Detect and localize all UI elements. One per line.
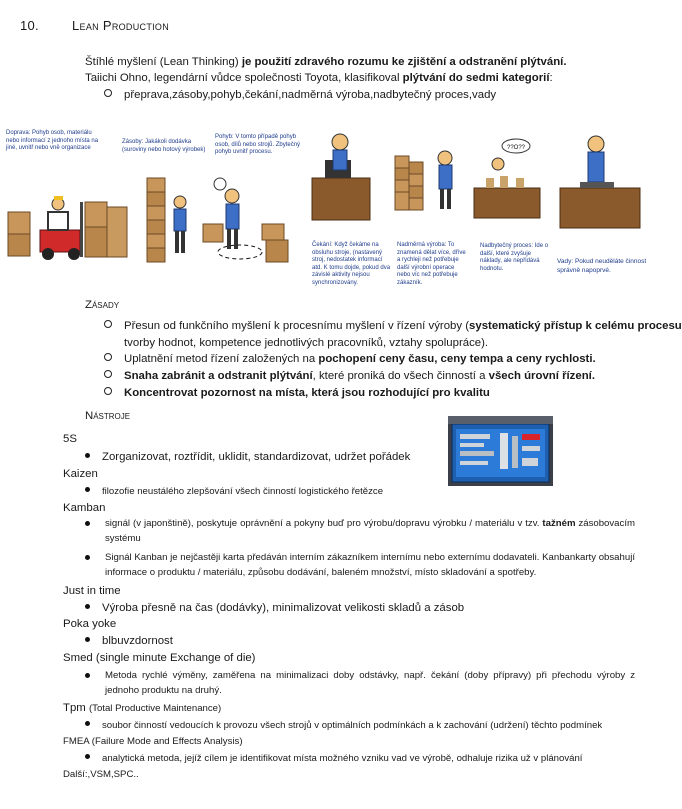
extra-process-icon (474, 139, 540, 218)
bullet-dot-icon (85, 521, 90, 526)
circle-bullet-icon (104, 370, 112, 378)
bullet-dot-icon (85, 754, 90, 759)
caption-nadmerna: Nadměrná výroba: To znamená dělat více, dříve a rychleji než potřebuje další výrobní operace nebo víc než potřebuje zákazník. (397, 242, 466, 286)
tool-poka-title: Poka yoke (63, 618, 117, 630)
walking-man-icon (203, 178, 288, 262)
caption-zasoby: Zásoby: Jakákoli dodávka (suroviny nebo hotový výrobek) (122, 139, 206, 153)
circle-bullet-icon (104, 387, 112, 395)
zasady-item-1-cont: tvorby hodnot, kompetence jednotlivých pracovníků, vztahy spolupráce). (124, 337, 489, 349)
section-number: 10. (20, 18, 39, 33)
zasady-item-3: Snaha zabránit a odstranit plýtvání, které proniká do všech činností a všech úrovní řízení. (104, 370, 595, 382)
zasady-item-1: Přesun od funkčního myšlení k procesnímu myšlení v řízení výroby (systematický přístup k celému procesu (104, 320, 682, 332)
bullet-dot-icon (85, 637, 90, 642)
circle-bullet-icon (104, 320, 112, 328)
section-heading (20, 18, 169, 33)
tool-drawer-icon (448, 416, 553, 486)
overproduction-icon (395, 151, 452, 210)
zasady-item-2: Uplatnění metod řízení založených na pochopení ceny času, ceny tempa a ceny rychlosti. (104, 353, 596, 365)
bullet-dot-icon (85, 721, 90, 726)
waiting-man-icon (312, 134, 370, 220)
tool-tpm-title: Tpm (Total Productive Maintenance) (63, 702, 222, 714)
tool-tpm-item: soubor činností vedoucích k provozu všech strojů v optimálních podmínkách a k zachování (udržení) těchto podmínek (85, 720, 602, 731)
caption-nadbytecny: Nadbytečný proces: Ide o další, které zvyšuje náklady, ale nepřidává hodnotu. (480, 243, 549, 272)
tool-jit-item: Výroba přesně na čas (dodávky), minimalizovat velikosti skladů a zásob (85, 602, 464, 614)
circle-bullet-icon (104, 353, 112, 361)
tool-fmea-item: analytická metoda, jejíž cílem je identifikovat místa možného vzniku vad ve výrobě, odhaluje rizika už v plánování (85, 753, 582, 764)
tool-kamban-item-2: Signál Kanban je nejčastěji karta předáván interním zákazníkem internímu nebo externímu dodavateli. Kanbankarty obsahují informace o produktu / materiálu, způsobu dodávání, baleném množství, místo skladování a spotřeby. (85, 550, 635, 580)
tool-kaizen-title: Kaizen (63, 468, 98, 480)
caption-doprava: Doprava: Pohyb osob, materiálu nebo informací z jednoho místa na jiné, uvnitř nebo vně organizace (6, 130, 99, 151)
zasady-heading: Zásady (85, 299, 120, 311)
tool-5s-item: Zorganizovat, roztřídit, uklidit, standardizovat, udržet pořádek (85, 451, 410, 463)
tool-fmea-title: FMEA (Failure Mode and Effects Analysis) (63, 736, 243, 747)
tool-kamban-item-1: signál (v japonštině), poskytuje oprávnění a pokyny buď pro výrobu/dopravu výrobku / materiálu v tzv. tažném zásobovacím systému (85, 516, 635, 546)
stacked-boxes-icon (147, 178, 186, 262)
bullet-dot-icon (85, 453, 90, 458)
caption-pohyb: Pohyb: V tomto případě pohyb osob, dílů nebo strojů. Zbytečný pohyb uvnitř procesu. (215, 134, 301, 155)
caption-vady: Vady: Pokud neuděláte činnost správně napoprvé. (557, 258, 647, 274)
defects-icon (560, 136, 640, 228)
bullet-dot-icon (85, 555, 90, 560)
circle-bullet-icon (104, 89, 112, 97)
section-title: Lean Production (72, 18, 170, 33)
waste-list-item: přeprava,zásoby,pohyb,čekání,nadměrná výroba,nadbytečný proces,vady (104, 89, 496, 101)
tool-smed-item: Metoda rychlé výměny, zaměřena na minimalizaci doby odstávky, např. čekání (doby přípravy) při přechodu výroby z jednoho produktu na druhý. (85, 668, 635, 698)
tool-dalsi: Další:,VSM,SPC.. (63, 769, 139, 780)
tool-kaizen-item: filozofie neustálého zlepšování všech činností logistického řetězce (85, 486, 383, 497)
forklift-icon (8, 196, 127, 260)
tool-smed-title: Smed (single minute Exchange of die) (63, 652, 256, 664)
seven-wastes-figure (0, 112, 648, 292)
tool-kamban-title: Kamban (63, 502, 106, 514)
tool-poka-item: blbuvzdornost (85, 635, 173, 647)
caption-cekani: Čekání: Když čekáme na obsluhu stroje, (nastavený stroj, nedostatek informací atd. K tomu dojde, pokud dva závislé aktivity nejsou synchronizovány. (312, 242, 391, 286)
bullet-dot-icon (85, 487, 90, 492)
intro-line-2: Taiichi Ohno, legendární vůdce společnosti Toyota, klasifikoval plýtvání do sedmi kategorií: (85, 72, 553, 84)
zasady-item-4: Koncentrovat pozornost na místa, která jsou rozhodující pro kvalitu (104, 387, 490, 399)
tool-5s-title: 5S (63, 433, 77, 445)
speech-bubble-text: ??O?? (506, 145, 526, 151)
toolbox-drawer-image (448, 416, 553, 486)
bullet-dot-icon (85, 673, 90, 678)
nastroje-heading: Nástroje (85, 410, 131, 422)
bullet-dot-icon (85, 604, 90, 609)
intro-line-1: Štíhlé myšlení (Lean Thinking) je použití zdravého rozumu ke zjištění a odstranění plýtvání. (85, 56, 567, 68)
tool-jit-title: Just in time (63, 585, 121, 597)
